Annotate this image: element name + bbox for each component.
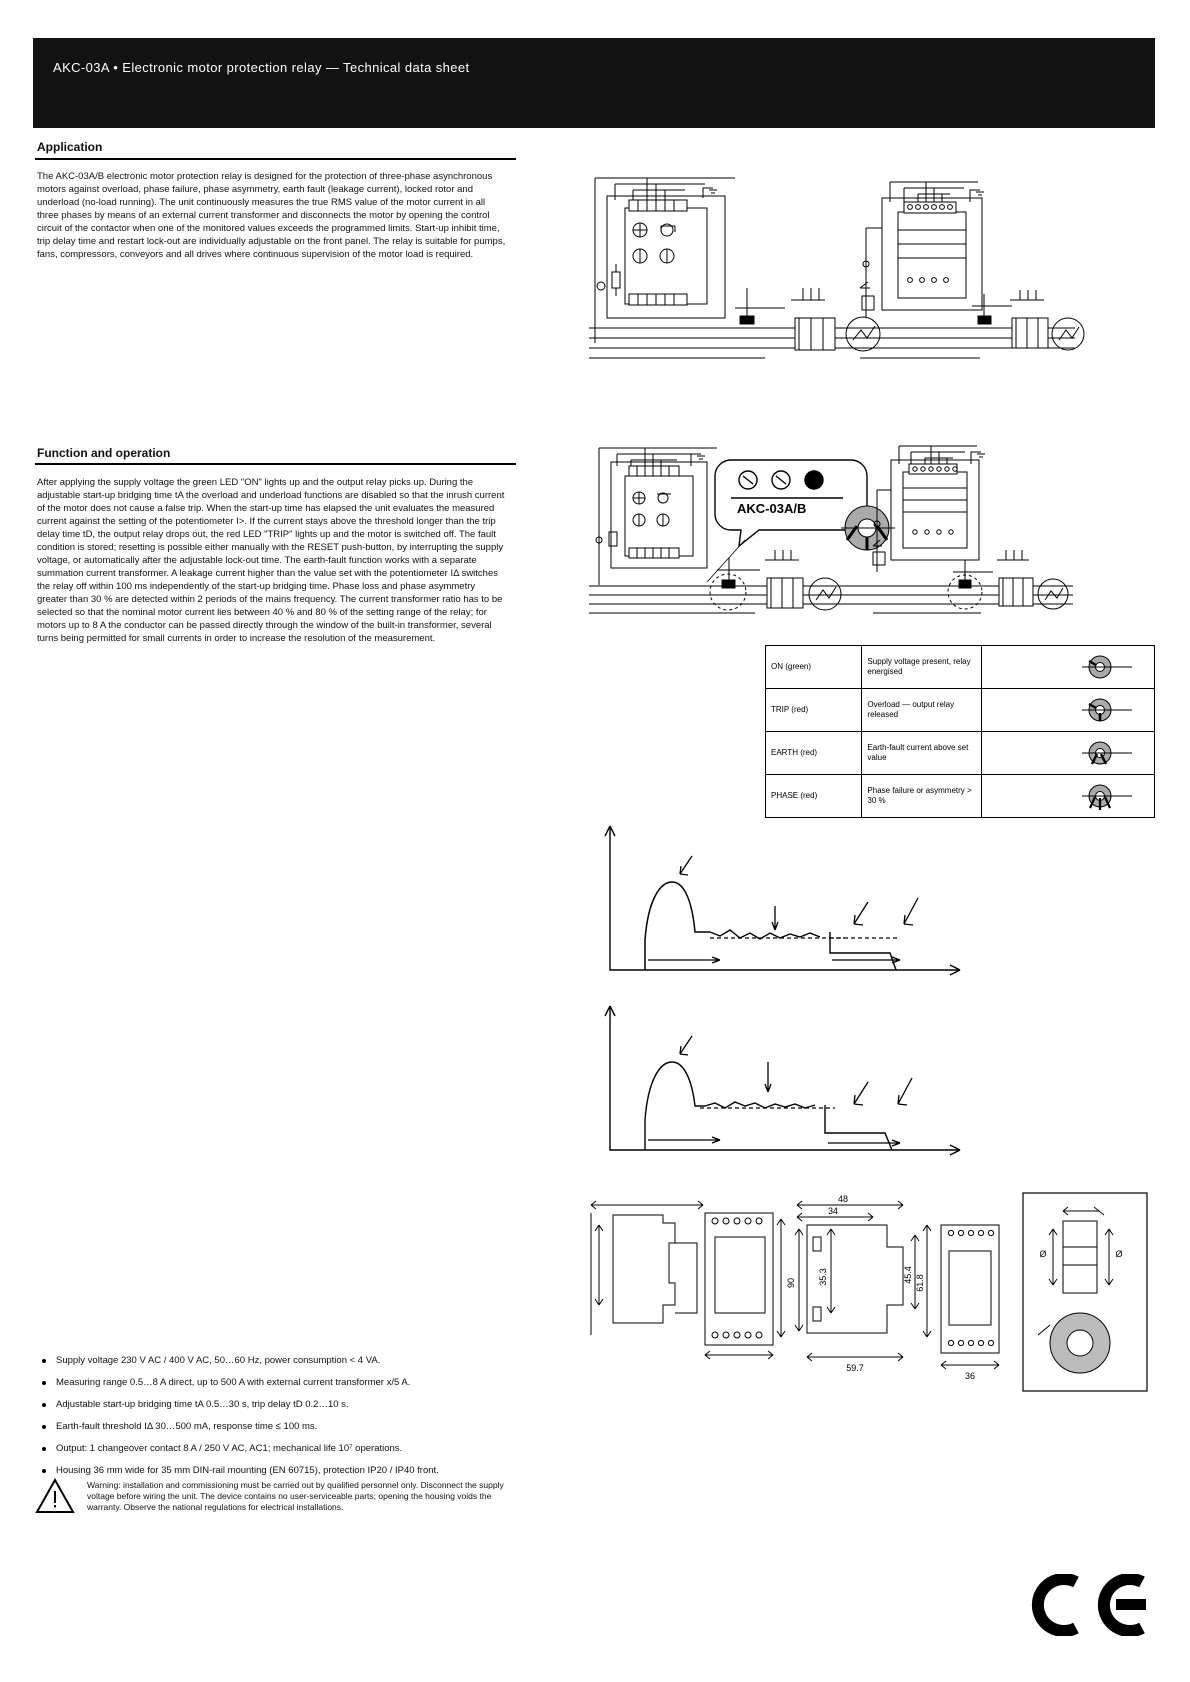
figure-wiring-2 xyxy=(585,440,1090,630)
figure-wiring-1 xyxy=(585,168,1090,373)
table-row xyxy=(766,646,1155,689)
dim-34: 34 xyxy=(827,1206,839,1216)
cell-state: EARTH (red) xyxy=(766,732,862,775)
figure-chart-underload xyxy=(600,1000,970,1165)
cell-symbol xyxy=(981,732,1154,775)
dim-61-8: 61.8 xyxy=(915,1274,925,1292)
dim-35-3: 35.3 xyxy=(818,1268,828,1286)
list-item: Output: 1 changeover contact 8 A / 250 V AC, AC1; mechanical life 10⁷ operations. xyxy=(40,1443,510,1455)
list-item: Supply voltage 230 V AC / 400 V AC, 50…60 Hz, power consumption < 4 VA. xyxy=(40,1355,510,1367)
cell-symbol xyxy=(981,646,1154,689)
list-item: Adjustable start-up bridging time tA 0.5…30 s, trip delay tD 0.2…10 s. xyxy=(40,1399,510,1411)
dim-59-7: 59.7 xyxy=(846,1363,864,1373)
divider-middle xyxy=(35,463,516,465)
dim-dia-1: Ø xyxy=(1039,1249,1047,1259)
table-row xyxy=(766,689,1155,732)
page-title: AKC-03A • Electronic motor protection relay — Technical data sheet xyxy=(53,60,470,75)
led-symbol-icon xyxy=(982,734,1154,772)
figure-dimensions xyxy=(585,1185,1155,1400)
table-row xyxy=(766,732,1155,775)
figure-chart-overload xyxy=(600,820,970,985)
dim-dia-2: Ø xyxy=(1115,1249,1123,1259)
divider-top xyxy=(35,158,516,160)
led-symbol-icon xyxy=(982,691,1154,729)
warning-text: Warning: installation and commissioning must be carried out by qualified personnel only. Disconnect the supply voltage before wiring the unit. The device contains no user-serviceable parts; opening the housing voids the warranty. Observe the national regulations for electrical installations. xyxy=(87,1480,504,1512)
list-item: Measuring range 0.5…8 A direct, up to 500 A with external current transformer x/5 A. xyxy=(40,1377,510,1389)
led-symbol-icon xyxy=(982,777,1154,815)
cell-symbol xyxy=(981,775,1154,818)
cell-meaning: Supply voltage present, relay energised xyxy=(862,646,982,689)
section-1-title: Application xyxy=(37,140,103,154)
section-2-body: After applying the supply voltage the green LED "ON" lights up and the output relay picks up. During the adjustable start-up bridging time tA the overload and underload functions are disabled so that the inrush current of the motor does not cause a false trip. When the start-up time has elapsed the unit evaluates the measured current against the setting of the potentiometer I>. If the current stays above the threshold longer than the trip delay time tD, the output relay drops out, the red LED "TRIP" lights up and the motor is switched off. The fault condition is stored; resetting is possible either manually with the RESET push-button, by interrupting the supply voltage, or automatically after the adjustable lock-out time. The earth-fault function works with a separate summation current transformer. A leakage current higher than the value set with the potentiometer IΔ switches the relay off within 100 ms independently of the start-up bridging time. Phase loss and phase asymmetry greater than 30 % are detected within 2 periods of the mains frequency. The current transformer ratio has to be selected so that the nominal motor current lies between 40 % and 80 % of the setting range of the relay; for motors up to 8 A the conductor can be passed directly through the window of the built-in transformer, several turns being permitted for small currents in order to increase the resolution of the measurement. xyxy=(37,477,505,644)
feature-list xyxy=(40,1355,510,1487)
cell-meaning: Phase failure or asymmetry > 30 % xyxy=(862,775,982,818)
dim-48: 48 xyxy=(837,1194,849,1204)
section-2-title: Function and operation xyxy=(37,446,171,460)
cell-state: ON (green) xyxy=(766,646,862,689)
warning-triangle-icon xyxy=(35,1478,75,1514)
table-row xyxy=(766,775,1155,818)
ce-mark-icon xyxy=(1030,1574,1150,1636)
list-item: Housing 36 mm wide for 35 mm DIN-rail mounting (EN 60715), protection IP20 / IP40 front. xyxy=(40,1465,510,1477)
led-symbol-icon xyxy=(982,648,1154,686)
cell-meaning: Overload — output relay released xyxy=(862,689,982,732)
cell-state: TRIP (red) xyxy=(766,689,862,732)
dim-90: 90 xyxy=(786,1277,796,1289)
cell-state: PHASE (red) xyxy=(766,775,862,818)
led-state-table xyxy=(765,645,1155,818)
dim-36: 36 xyxy=(964,1371,976,1381)
dim-45-4: 45.4 xyxy=(903,1266,913,1284)
header-bar xyxy=(33,38,1155,128)
section-1-body: The AKC-03A/B electronic motor protection relay is designed for the protection of three-phase asynchronous motors against overload, phase failure, phase asymmetry, earth fault (leakage current), locked rotor and underload (no-load running). The unit continuously measures the true RMS value of the motor current in all three phases by means of an external current transformer and disconnects the motor by opening the control circuit of the contactor when one of the monitored values exceeds the programmed limits. Start-up inhibit time, trip delay time and restart lock-out are individually adjustable on the front panel. The relay is suitable for pumps, fans, compressors, conveyors and all drives where continuous supervision of the motor load is required. xyxy=(37,171,506,260)
list-item: Earth-fault threshold IΔ 30…500 mA, response time ≤ 100 ms. xyxy=(40,1421,510,1433)
cell-symbol xyxy=(981,689,1154,732)
cell-meaning: Earth-fault current above set value xyxy=(862,732,982,775)
callout-label: AKC-03A/B xyxy=(737,501,807,516)
